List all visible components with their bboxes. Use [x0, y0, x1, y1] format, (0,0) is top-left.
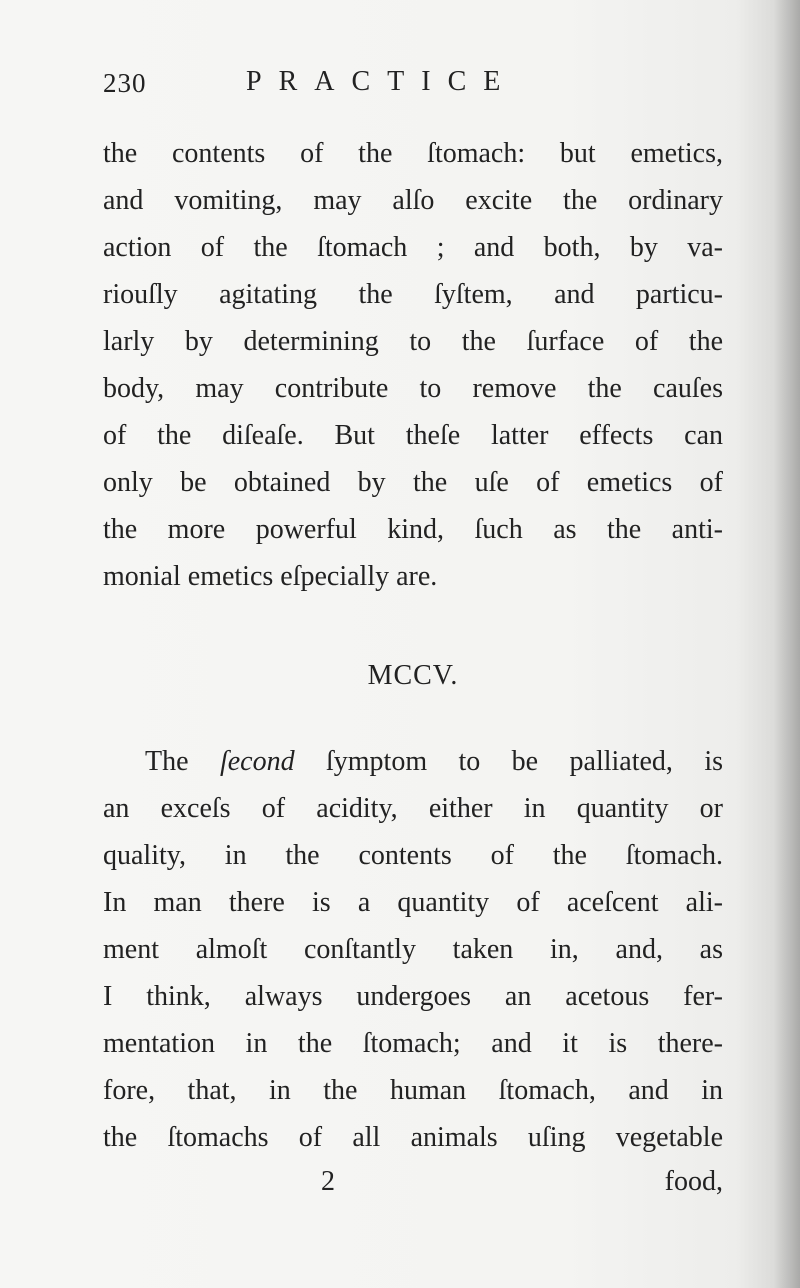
text-line: ment almoſt conſtantly taken in, and, as [103, 934, 723, 965]
text-line: In man there is a quantity of aceſcent ali- [103, 887, 723, 918]
italic-word: ſecond [219, 746, 295, 777]
signature-mark: 2 [321, 1166, 335, 1197]
text-line: larly by determining to the ſurface of the [103, 326, 723, 357]
first-line-rest: ſymptom to be palliated, is [294, 746, 723, 777]
page-header [103, 62, 723, 106]
first-line-start: The [145, 746, 220, 777]
text-line: I think, always undergoes an acetous fer- [103, 981, 723, 1012]
text-line: quality, in the contents of the ſtomach. [103, 840, 723, 871]
text-line: the contents of the ſtomach: but emetics, [103, 138, 723, 169]
text-line-first [103, 738, 723, 785]
text-line: monial emetics eſpecially are. [103, 561, 438, 592]
text-line: and vomiting, may alſo excite the ordinary [103, 185, 723, 216]
text-line: riouſly agitating the ſyſtem, and particu- [103, 279, 723, 310]
text-line: action of the ſtomach ; and both, by va- [103, 232, 723, 263]
text-line: an exceſs of acidity, either in quantity or [103, 793, 723, 824]
running-head: PRACTICE [246, 66, 518, 97]
text-line: the ſtomachs of all animals uſing vegetable [103, 1122, 723, 1153]
section-heading: MCCV. [367, 660, 459, 691]
catchword: food, [664, 1166, 723, 1197]
page-footer [103, 1162, 723, 1202]
page-edge-shadow [774, 0, 800, 1288]
page-number: 230 [103, 68, 147, 98]
text-line: the more powerful kind, ſuch as the anti- [103, 514, 723, 545]
text-line: fore, that, in the human ſtomach, and in [103, 1075, 723, 1106]
text-line: mentation in the ſtomach; and it is there- [103, 1028, 723, 1059]
text-line: of the diſeaſe. But theſe latter effects can [103, 420, 723, 451]
text-line: only be obtained by the uſe of emetics of [103, 467, 723, 498]
paragraph-1 [103, 130, 723, 600]
text-line: body, may contribute to remove the cauſes [103, 373, 723, 404]
paragraph-2 [103, 738, 723, 1161]
